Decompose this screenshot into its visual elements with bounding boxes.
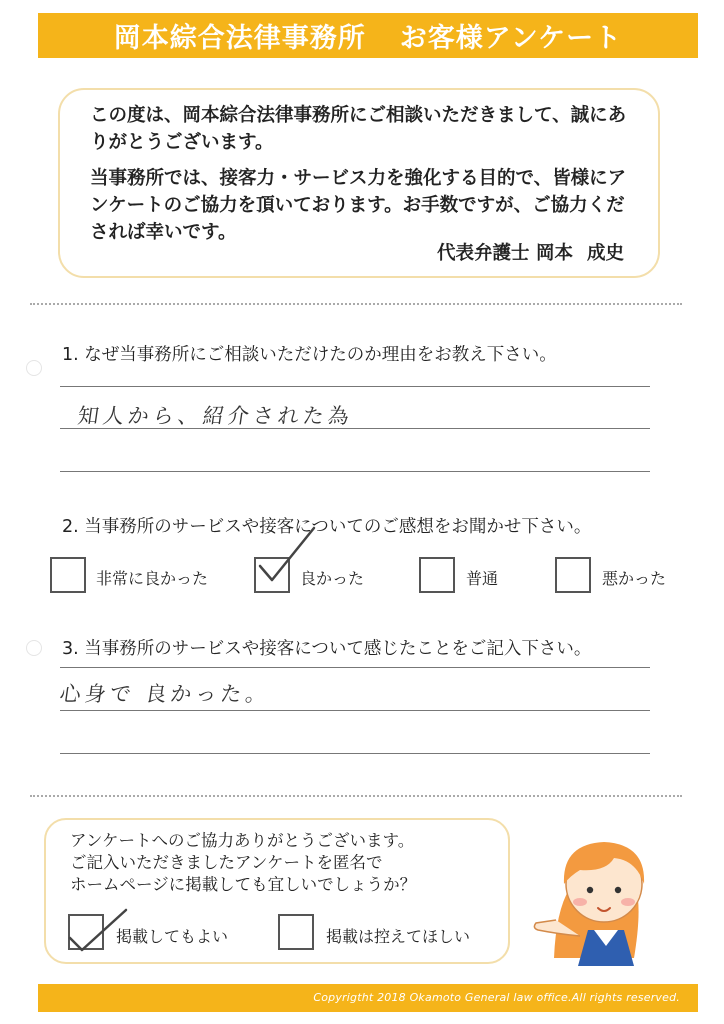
answer-1[interactable]: 知人から、紹介された為: [76, 404, 355, 428]
consent-line-2: ご記入いただきましたアンケートを匿名で: [70, 853, 383, 872]
option-label-very-good: 非常に良かった: [96, 569, 209, 588]
answer-3[interactable]: 心身で 良かった。: [58, 682, 273, 706]
form-title: お客様アンケート: [399, 23, 623, 54]
signature-surname: 岡本: [535, 243, 573, 264]
answer-line: [60, 710, 650, 711]
binder-hole: [26, 360, 42, 376]
question-1: 1. なぜ当事務所にご相談いただけたのか理由をお教え下さい。: [62, 345, 557, 365]
divider: [30, 303, 682, 305]
checkbox-normal[interactable]: [419, 557, 455, 593]
intro-box: [58, 88, 660, 278]
consent-text: [70, 830, 416, 896]
copyright-text: Copyrigtht 2018 Okamoto General law office.All rights reserved.: [313, 991, 680, 1004]
consent-box: [44, 818, 510, 964]
option-label-decline-publish: 掲載は控えてほしい: [326, 927, 471, 946]
answer-line: [60, 428, 650, 429]
signature-title: 代表弁護士: [437, 243, 530, 264]
option-label-good: 良かった: [300, 569, 365, 588]
signature: [437, 240, 624, 267]
answer-line: [60, 667, 650, 668]
woman-illustration-icon: [530, 818, 700, 966]
question-3: 3. 当事務所のサービスや接客について感じたことをご記入下さい。: [62, 639, 592, 659]
checkbox-bad[interactable]: [555, 557, 591, 593]
binder-hole: [26, 640, 42, 656]
signature-given-name: 成史: [586, 243, 624, 264]
checkbox-decline-publish[interactable]: [278, 914, 314, 950]
intro-paragraph-2: 当事務所では、接客力・サービス力を強化する目的で、皆様にアンケートのご協力を頂いております。お手数ですが、ご協力くだされば幸いです。: [90, 168, 627, 243]
divider: [30, 795, 682, 797]
consent-line-3: ホームページに掲載しても宜しいでしょうか？: [70, 875, 417, 894]
consent-line-1: アンケートへのご協力ありがとうございます。: [70, 831, 415, 850]
checkbox-very-good[interactable]: [50, 557, 86, 593]
intro-paragraph-1: この度は、岡本綜合法律事務所にご相談いただきまして、誠にありがとうございます。: [90, 105, 627, 153]
question-2: 2. 当事務所のサービスや接客についてのご感想をお聞かせ下さい。: [62, 517, 592, 537]
title-banner: [38, 13, 698, 58]
option-label-allow-publish: 掲載してもよい: [116, 927, 229, 946]
answer-line: [60, 386, 650, 387]
answer-line: [60, 753, 650, 754]
footer-bar: [38, 984, 698, 1012]
option-label-bad: 悪かった: [602, 569, 667, 588]
option-label-normal: 普通: [466, 569, 499, 588]
office-name: 岡本綜合法律事務所: [113, 23, 366, 54]
answer-line: [60, 471, 650, 472]
